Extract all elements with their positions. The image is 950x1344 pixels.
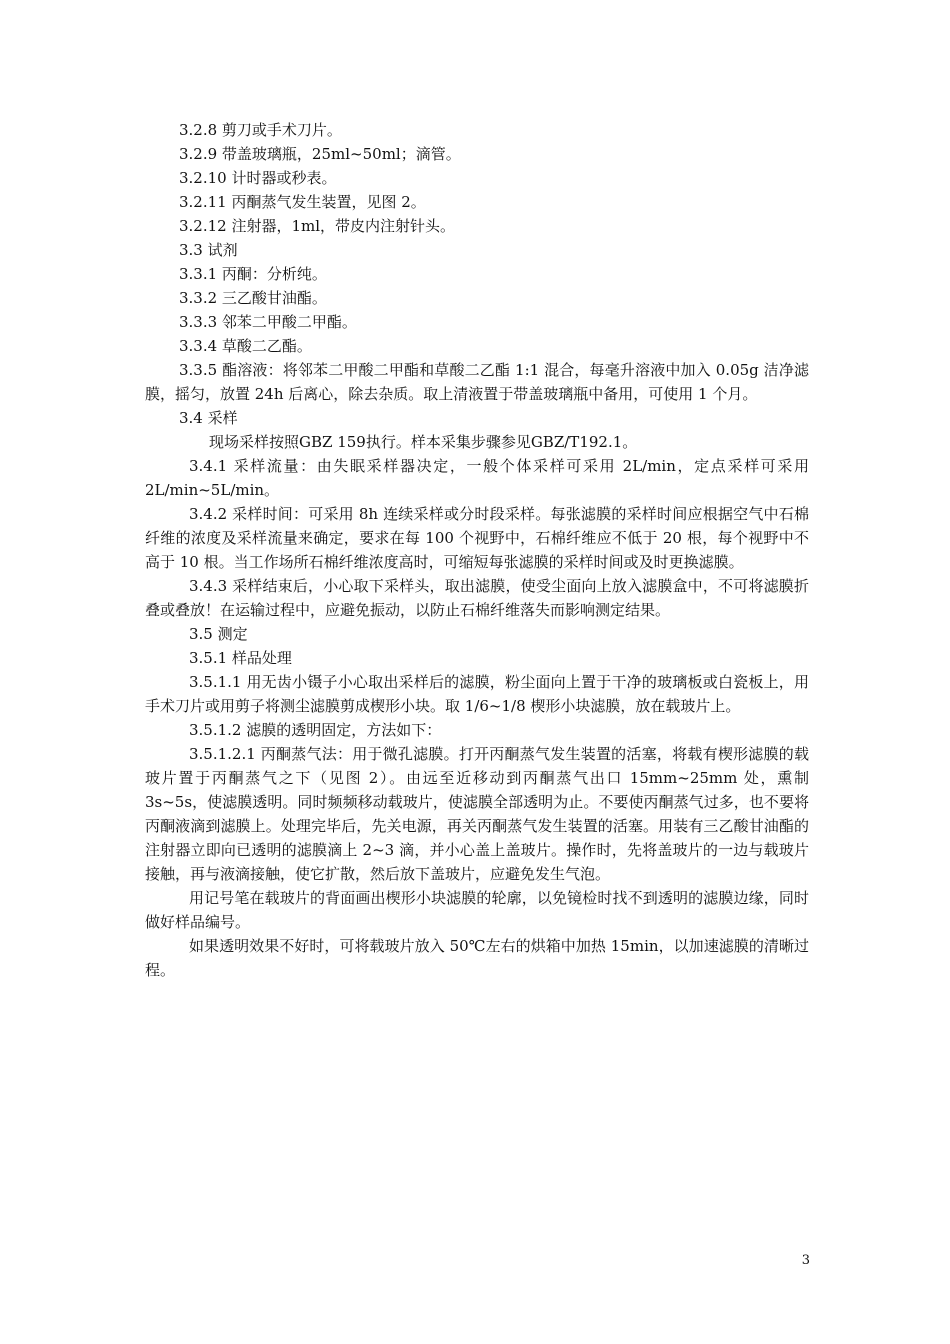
- paragraph: 3.2.10 计时器或秒表。: [179, 169, 337, 187]
- paragraph: 3.4.2 采样时间：可采用 8h 连续采样或分时段采样。每张滤膜的采样时间应根据空气中石棉纤维的浓度及采样流量来确定，要求在每 100 个视野中，石棉纤维应不低于 20 根，每个视野中不高于 10 根。当工作场所石棉纤维浓度高时，可缩短每张滤膜的采样时间或及时更换滤膜。: [145, 505, 809, 571]
- subsection-heading: 3.5.1 样品处理: [189, 649, 292, 667]
- paragraph: 3.2.12 注射器，1ml，带皮内注射针头。: [179, 217, 456, 235]
- document-body: [145, 118, 809, 982]
- paragraph: 3.3.2 三乙酸甘油酯。: [179, 289, 327, 307]
- paragraph: 现场采样按照GBZ 159执行。样本采集步骤参见GBZ/T192.1。: [209, 433, 638, 451]
- paragraph: 3.5.1.1 用无齿小镊子小心取出采样后的滤膜，粉尘面向上置于干净的玻璃板或白瓷板上，用手术刀片或用剪子将测尘滤膜剪成楔形小块。取 1/6~1/8 楔形小块滤膜，放在载玻片上。: [145, 673, 809, 715]
- paragraph: 3.2.8 剪刀或手术刀片。: [179, 121, 342, 139]
- paragraph: 3.2.9 带盖玻璃瓶，25ml~50ml；滴管。: [179, 145, 461, 163]
- paragraph: 3.5.1.2 滤膜的透明固定，方法如下：: [189, 721, 442, 739]
- paragraph: 用记号笔在载玻片的背面画出楔形小块滤膜的轮廓，以免镜检时找不到透明的滤膜边缘，同时做好样品编号。: [145, 889, 809, 931]
- paragraph: 3.3.3 邻苯二甲酸二甲酯。: [179, 313, 357, 331]
- section-heading: 3.3 试剂: [179, 241, 238, 259]
- paragraph: 3.4.1 采样流量：由失眠采样器决定，一般个体采样可采用 2L/min，定点采样可采用 2L/min~5L/min。: [145, 457, 809, 499]
- paragraph: 3.5.1.2.1 丙酮蒸气法：用于微孔滤膜。打开丙酮蒸气发生装置的活塞，将载有楔形滤膜的载玻片置于丙酮蒸气之下（见图 2）。由远至近移动到丙酮蒸气出口 15mm~25mm 处，熏制 3s~5s，使滤膜透明。同时频频移动载玻片，使滤膜全部透明为止。不要使丙酮蒸气过多，也不要将丙酮液滴到滤膜上。处理完毕后，先关电源，再关丙酮蒸气发生装置的活塞。用装有三乙酸甘油酯的注射器立即向已透明的滤膜滴上 2~3 滴，并小心盖上盖玻片。操作时，先将盖玻片的一边与载玻片接触，再与液滴接触，使它扩散，然后放下盖玻片，应避免发生气泡。: [145, 745, 809, 883]
- paragraph: 如果透明效果不好时，可将载玻片放入 50℃左右的烘箱中加热 15min，以加速滤膜的清晰过程。: [145, 937, 809, 979]
- paragraph: 3.3.1 丙酮：分析纯。: [179, 265, 327, 283]
- paragraph: 3.2.11 丙酮蒸气发生装置，见图 2。: [179, 193, 426, 211]
- paragraph: 3.3.4 草酸二乙酯。: [179, 337, 312, 355]
- page-number: 3: [801, 1253, 810, 1268]
- section-heading: 3.4 采样: [179, 409, 238, 427]
- section-heading: 3.5 测定: [189, 625, 248, 643]
- paragraph: 3.3.5 酯溶液：将邻苯二甲酸二甲酯和草酸二乙酯 1:1 混合，每毫升溶液中加入 0.05g 洁净滤膜，摇匀，放置 24h 后离心，除去杂质。取上清液置于带盖玻璃瓶中备用，可使用 1 个月。: [145, 361, 809, 403]
- paragraph: 3.4.3 采样结束后，小心取下采样头，取出滤膜，使受尘面向上放入滤膜盒中，不可将滤膜折叠或叠放！在运输过程中，应避免振动，以防止石棉纤维落失而影响测定结果。: [145, 577, 809, 619]
